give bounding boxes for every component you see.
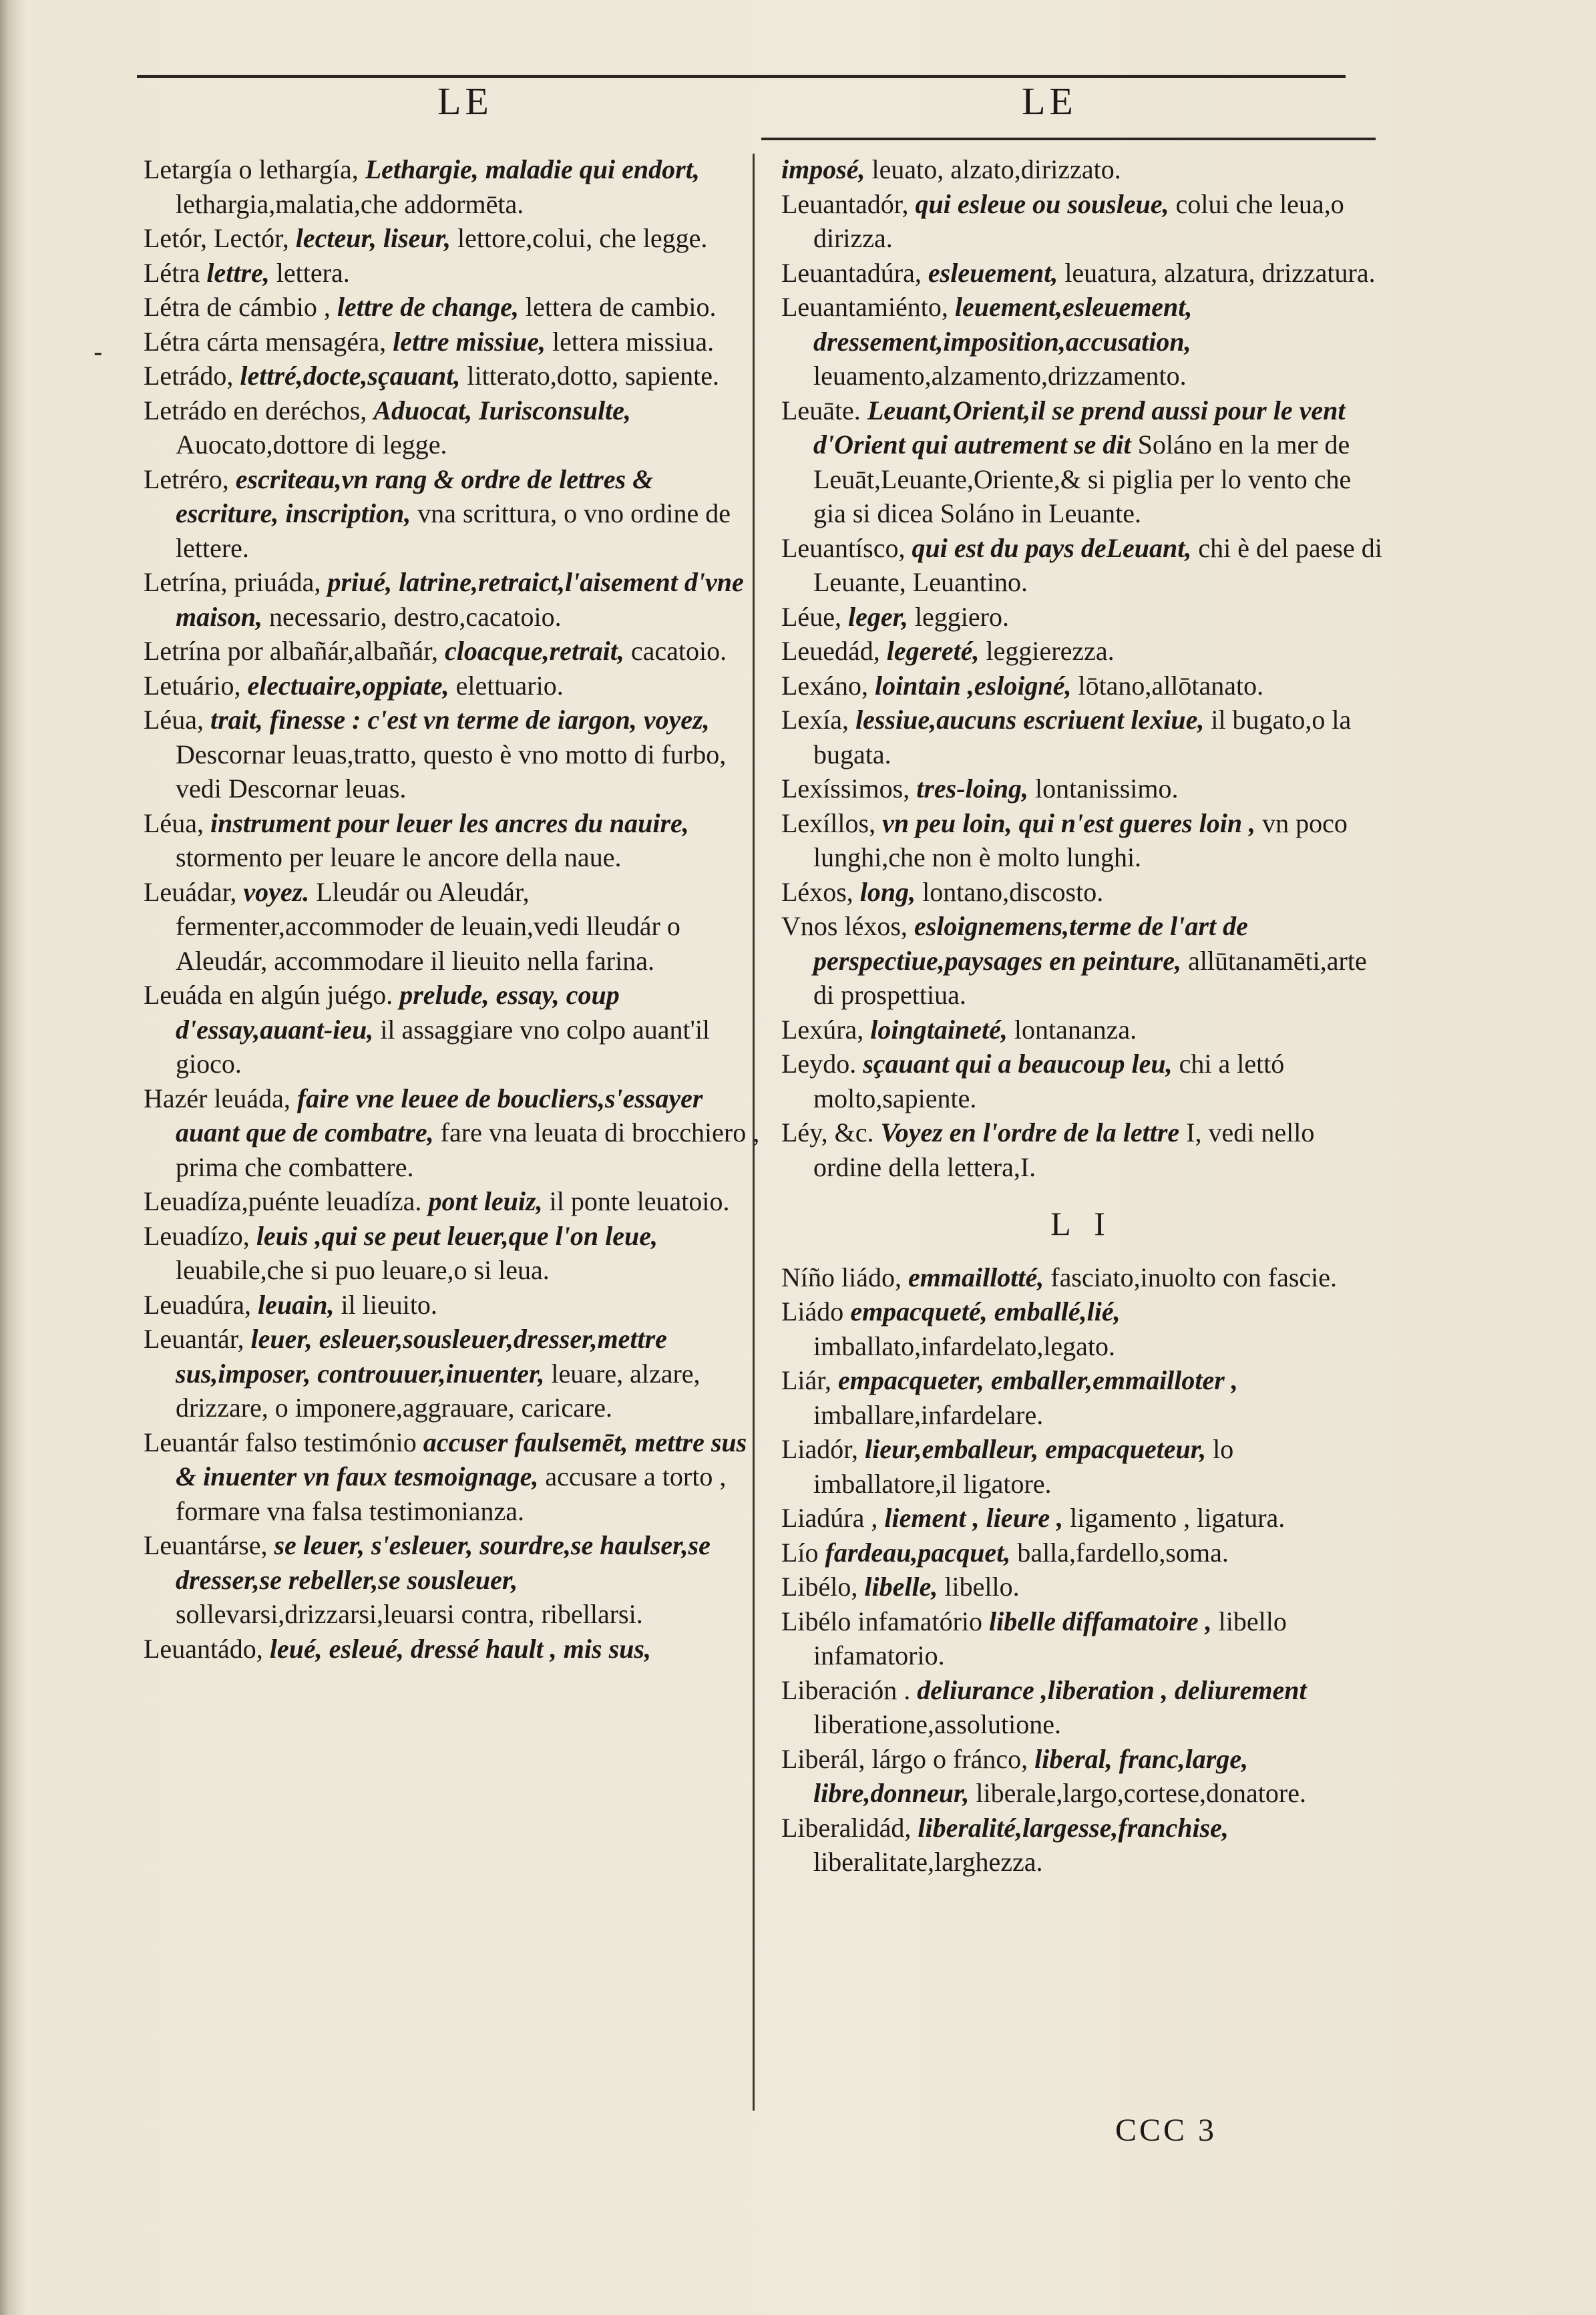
entry-french: empacqueté, emballé,lié, — [850, 1296, 1121, 1326]
entry-french: faire vne leuee de boucliers,s'essayer auant que de combatre, — [176, 1083, 703, 1147]
entry-italian: litterato,dotto, sapiente. — [467, 361, 720, 391]
entry-french: liement , lieure , — [884, 1503, 1064, 1533]
entry-italian: sollevarsi,drizzarsi,leuarsi contra, ribellarsi. — [176, 1599, 643, 1629]
entry-headword: Leuantísco, — [781, 532, 906, 563]
entry-italian: liberalitate,larghezza. — [813, 1847, 1043, 1877]
dictionary-entry — [781, 600, 1382, 635]
entry-headword: Leuantárse, — [144, 1530, 268, 1560]
entry-french: lecteur, liseur, — [295, 223, 451, 253]
entry-french: qui esleue ou sousleue, — [915, 188, 1169, 219]
dictionary-entry — [781, 875, 1382, 910]
entry-french: leuis ,qui se peut leuer,que l'on leue, — [256, 1220, 658, 1251]
entry-french: leuer, esleuer,sousleuer,dresser,mettre sus,imposer, controuuer,inuenter, — [176, 1324, 667, 1389]
dictionary-entry — [144, 290, 761, 325]
entry-italian: leuato, alzato,dirizzato. — [871, 154, 1121, 184]
entry-italian: il bugato,o la bugata. — [813, 705, 1352, 769]
dictionary-entry — [781, 909, 1382, 1013]
entry-french: Aduocat, Iurisconsulte, — [373, 395, 631, 425]
entry-italian: leuatura, alzatura, drizzatura. — [1064, 257, 1376, 288]
entry-headword: Lexíllos, — [781, 808, 876, 838]
dictionary-entry — [144, 1184, 761, 1219]
dictionary-entry — [781, 256, 1382, 291]
entry-italian: I, vedi nello ordine della lettera,I. — [813, 1117, 1315, 1182]
entry-italian: fare vna leuata di brocchiero , prima che combattere. — [176, 1117, 760, 1182]
entry-french: Lethargie, maladie qui endort, — [365, 154, 700, 184]
entry-headword: Léua, — [144, 705, 204, 735]
entry-headword: Libélo infamatório — [781, 1606, 983, 1636]
running-head-left: LE — [437, 79, 493, 123]
entry-headword: Letrádo, — [144, 361, 234, 391]
entry-italian: lontano,discosto. — [922, 876, 1104, 907]
entry-french: accuser faulsemēt, mettre sus & inuenter vn faux tesmoignage, — [176, 1427, 747, 1491]
entry-headword: Lexáno, — [781, 670, 868, 701]
dictionary-entry — [781, 1294, 1382, 1363]
entry-french: fardeau,pacquet, — [825, 1537, 1011, 1568]
entry-french: cloacque,retrait, — [445, 636, 624, 666]
dictionary-entry — [144, 875, 761, 978]
entry-italian: vn poco lunghi,che non è molto lunghi. — [813, 808, 1348, 872]
right-column-entries-li — [781, 1260, 1382, 1880]
dictionary-entry — [781, 669, 1382, 703]
entry-headword: Letór, Lectór, — [144, 223, 289, 253]
entry-italian: lettera de cambio. — [526, 292, 717, 322]
entry-italian: lōtano,allōtanato. — [1078, 670, 1264, 701]
dictionary-entry — [144, 256, 761, 291]
entry-french: long, — [859, 876, 916, 907]
entry-headword: Leuantadór, — [781, 188, 909, 219]
entry-italian: necessario, destro,cacatoio. — [269, 601, 562, 632]
entry-headword: Leuádar, — [144, 876, 237, 907]
entry-headword: Leuadúra, — [144, 1289, 252, 1320]
entry-headword: Léy, &c. — [781, 1117, 874, 1147]
entry-headword: Leuadíza,puénte leuadíza. — [144, 1186, 422, 1216]
dictionary-entry — [781, 1570, 1382, 1604]
entry-italian: leggiero. — [914, 601, 1009, 632]
entry-french: libelle diffamatoire , — [989, 1606, 1212, 1636]
entry-headword: Letréro, — [144, 464, 229, 494]
dictionary-entry — [781, 1673, 1382, 1742]
entry-french: pont leuiz, — [428, 1186, 543, 1216]
section-heading-li: L I — [1050, 1205, 1113, 1242]
dictionary-entry — [144, 978, 761, 1081]
dictionary-entry — [781, 806, 1382, 875]
entry-italian: lettera. — [276, 257, 350, 288]
entry-french: vn peu loin, qui n'est gueres loin , — [882, 808, 1256, 838]
entry-headword: Leuadízo, — [144, 1220, 250, 1251]
entry-french: instrument pour leuer les ancres du nauire, — [210, 808, 689, 838]
left-column — [144, 152, 761, 1666]
dictionary-entry — [144, 634, 761, 669]
entry-italian: allūtanamēti,arte di prospettiua. — [813, 945, 1367, 1010]
entry-headword: Liádo — [781, 1296, 844, 1326]
top-rule — [137, 75, 1346, 78]
entry-italian: libello. — [944, 1572, 1020, 1602]
entry-headword: Lexúra, — [781, 1014, 864, 1045]
entry-italian: Descornar leuas,tratto, questo è vno motto di furbo, vedi Descornar leuas. — [176, 739, 727, 804]
entry-italian: leuabile,che si puo leuare,o si leua. — [176, 1255, 550, 1285]
entry-french: tres-loing, — [916, 773, 1029, 804]
entry-italian: imballare,infardelare. — [813, 1399, 1044, 1430]
margin-mark: - — [93, 337, 103, 368]
entry-french: lettre de change, — [337, 292, 520, 322]
dictionary-entry — [781, 152, 1382, 187]
entry-french: lointain ,esloigné, — [874, 670, 1072, 701]
entry-french: Leuant,Orient,il se prend aussi pour le vent d'Orient qui autrement se dit — [813, 395, 1346, 460]
header-rule-right — [761, 138, 1376, 140]
entry-french: se leuer, s'esleuer, sourdre,se haulser,se dresser,se rebeller,se sousleuer, — [176, 1530, 711, 1595]
entry-headword: Libélo, — [781, 1572, 858, 1602]
entry-italian: leuare, alzare, drizzare, o imponere,aggrauare, caricare. — [176, 1358, 701, 1423]
entry-headword: Liár, — [781, 1365, 832, 1395]
entry-french: lettré,docte,sçauant, — [240, 361, 461, 391]
entry-italian: chi è del paese di Leuante, Leuantino. — [813, 532, 1382, 597]
right-column-entries-le — [781, 152, 1382, 1184]
entry-italian: imballato,infardelato,legato. — [813, 1330, 1116, 1361]
entry-french: lessiue,aucuns escriuent lexiue, — [855, 705, 1205, 735]
entry-french: lettre, — [206, 257, 270, 288]
entry-french: lettre missiue, — [393, 326, 546, 357]
dictionary-entry — [781, 1432, 1382, 1501]
dictionary-entry — [144, 669, 761, 703]
entry-french: qui est du pays deLeuant, — [912, 532, 1192, 563]
dictionary-entry — [781, 1501, 1382, 1536]
entry-headword: Léue, — [781, 601, 841, 632]
entry-italian: Soláno en la mer de Leuāt,Leuante,Oriente,& si piglia per lo vento che gia si dicea Soláno in Leuante. — [813, 429, 1352, 528]
entry-headword: Letrádo en deréchos, — [144, 395, 367, 425]
dictionary-entry — [144, 462, 761, 566]
entry-french: electuaire,oppiate, — [247, 670, 449, 701]
entry-headword: Leuantár, — [144, 1324, 244, 1354]
dictionary-entry — [781, 531, 1382, 600]
dictionary-entry — [144, 325, 761, 359]
entry-headword: Hazér leuáda, — [144, 1083, 290, 1113]
dictionary-entry — [781, 1742, 1382, 1811]
entry-italian: stormento per leuare le ancore della naue. — [176, 842, 622, 872]
entry-italian: Auocato,dottore di legge. — [176, 429, 447, 460]
entry-italian: libello infamatorio. — [813, 1606, 1287, 1670]
dictionary-entry — [144, 565, 761, 634]
entry-french: emmaillotté, — [908, 1262, 1044, 1292]
entry-italian: leuamento,alzamento,drizzamento. — [813, 361, 1187, 391]
entry-headword: Leuantádo, — [144, 1633, 263, 1664]
entry-french: legereté, — [886, 636, 980, 666]
entry-french: esleuement, — [928, 257, 1058, 288]
entry-french: imposé, — [781, 154, 865, 184]
dictionary-entry — [144, 1219, 761, 1288]
entry-italian: vna scrittura, o vno ordine de lettere. — [176, 498, 731, 563]
dictionary-entry — [781, 187, 1382, 256]
entry-french: sçauant qui a beaucoup leu, — [863, 1049, 1173, 1079]
entry-headword: Letrína, priuáda, — [144, 567, 321, 597]
entry-italian: il assaggiare vno colpo auant'il gioco. — [176, 1014, 711, 1079]
entry-italian: Lleudár ou Aleudár, fermenter,accommoder de leuain,vedi lleudár o Aleudár, accommodare il lieuito nella farina. — [176, 876, 680, 976]
dictionary-entry — [144, 1322, 761, 1425]
right-column — [781, 152, 1382, 1880]
dictionary-entry — [144, 1288, 761, 1322]
entry-italian: lontanissimo. — [1035, 773, 1179, 804]
entry-italian: accusare a torto , formare vna falsa testimonianza. — [176, 1461, 727, 1526]
entry-italian: liberale,largo,cortese,donatore. — [976, 1778, 1306, 1808]
dictionary-entry — [781, 1260, 1382, 1295]
entry-headword: Liberación . — [781, 1674, 911, 1705]
entry-headword: Letargía o lethargía, — [144, 154, 359, 184]
dictionary-entry — [144, 152, 761, 221]
entry-french: deliurance ,liberation , deliurement — [917, 1674, 1307, 1705]
entry-italian: il ponte leuatoio. — [549, 1186, 730, 1216]
entry-headword: Níño liádo, — [781, 1262, 902, 1292]
entry-headword: Liberalidád, — [781, 1812, 912, 1843]
entry-french: esloignemens,terme de l'art de perspectiue,paysages en peinture, — [813, 911, 1248, 976]
entry-headword: Leuedád, — [781, 636, 880, 666]
entry-headword: Leuáda en algún juégo. — [144, 980, 393, 1010]
entry-headword: Lexíssimos, — [781, 773, 910, 804]
entry-french: voyez. — [243, 876, 310, 907]
entry-headword: Létra cárta mensagéra, — [144, 326, 387, 357]
entry-headword: Leuantár falso testimónio — [144, 1427, 417, 1457]
running-head-right: LE — [1022, 79, 1077, 123]
entry-headword: Vnos léxos, — [781, 911, 908, 941]
entry-headword: Leuāte. — [781, 395, 861, 425]
entry-headword: Liadúra , — [781, 1503, 878, 1533]
entry-italian: leggierezza. — [986, 636, 1115, 666]
entry-french: libelle, — [864, 1572, 938, 1602]
dictionary-entry — [781, 290, 1382, 393]
entry-italian: lettore,colui, che legge. — [457, 223, 708, 253]
entry-italian: lo imballatore,il ligatore. — [813, 1434, 1234, 1499]
entry-headword: Lío — [781, 1537, 819, 1568]
entry-italian: chi a lettó molto,sapiente. — [813, 1049, 1285, 1113]
dictionary-entry — [781, 1604, 1382, 1673]
entry-headword: Liberál, lárgo o fránco, — [781, 1743, 1028, 1774]
entry-headword: Lexía, — [781, 705, 849, 735]
dictionary-entry — [781, 1363, 1382, 1432]
entry-french: priué, latrine,retraict,l'aisement d'vne maison, — [176, 567, 744, 632]
dictionary-entry — [781, 703, 1382, 771]
dictionary-entry — [144, 703, 761, 806]
entry-italian: lettera missiua. — [552, 326, 715, 357]
entry-headword: Letuário, — [144, 670, 241, 701]
dictionary-entry — [144, 393, 761, 462]
dictionary-entry — [781, 1811, 1382, 1880]
entry-headword: Leuantadúra, — [781, 257, 922, 288]
entry-french: Voyez en l'ordre de la lettre — [880, 1117, 1180, 1147]
entry-french: empacqueter, emballer,emmailloter , — [838, 1365, 1238, 1395]
dictionary-entry — [144, 359, 761, 393]
entry-italian: lontananza. — [1014, 1014, 1137, 1045]
entry-french: prelude, essay, coup d'essay,auant-ieu, — [176, 980, 620, 1045]
entry-italian: fasciato,inuolto con fascie. — [1050, 1262, 1338, 1292]
entry-french: leuement,esleuement, dressement,imposition,accusation, — [813, 292, 1193, 357]
entry-headword: Liadór, — [781, 1434, 859, 1464]
entry-headword: Létra — [144, 257, 200, 288]
entry-french: escriteau,vn rang & ordre de lettres & escriture, inscription, — [176, 464, 654, 528]
dictionary-entry — [781, 393, 1382, 531]
dictionary-entry — [781, 771, 1382, 806]
entry-headword: Léua, — [144, 808, 204, 838]
dictionary-entry — [781, 1536, 1382, 1570]
signature-mark: CCC 3 — [1115, 2113, 1217, 2148]
entry-french: liberal, franc,large, libre,donneur, — [813, 1743, 1249, 1808]
dictionary-entry — [144, 1081, 761, 1185]
dictionary-entry — [144, 1528, 761, 1632]
dictionary-entry — [144, 1425, 761, 1529]
entry-headword: Leuantamiénto, — [781, 292, 948, 322]
entry-headword: Leydo. — [781, 1049, 857, 1079]
entry-french: leger, — [847, 601, 908, 632]
entry-french: lieur,emballeur, empacqueteur, — [865, 1434, 1207, 1464]
entry-french: leué, esleué, dressé hault , mis sus, — [269, 1633, 651, 1664]
dictionary-entry — [781, 1047, 1382, 1115]
entry-headword: Letrína por albañár,albañár, — [144, 636, 438, 666]
entry-french: leuain, — [258, 1289, 335, 1320]
dictionary-entry — [144, 806, 761, 875]
dictionary-entry — [781, 634, 1382, 669]
entry-italian: il lieuito. — [341, 1289, 437, 1320]
entry-headword: Létra de cámbio , — [144, 292, 331, 322]
entry-headword: Léxos, — [781, 876, 853, 907]
entry-french: loingtaineté, — [870, 1014, 1008, 1045]
entry-italian: lethargia,malatia,che addormēta. — [176, 188, 524, 219]
dictionary-entry — [781, 1115, 1382, 1184]
entry-italian: ligamento , ligatura. — [1070, 1503, 1285, 1533]
entry-italian: liberatione,assolutione. — [813, 1709, 1062, 1739]
entry-italian: elettuario. — [455, 670, 564, 701]
entry-italian: cacatoio. — [630, 636, 727, 666]
entry-italian: balla,fardello,soma. — [1017, 1537, 1229, 1568]
entry-french: trait, finesse : c'est vn terme de iargon, voyez, — [210, 705, 710, 735]
entry-french: liberalité,largesse,franchise, — [918, 1812, 1229, 1843]
dictionary-entry — [144, 221, 761, 256]
dictionary-entry — [781, 1013, 1382, 1047]
dictionary-entry — [144, 1632, 761, 1666]
entry-italian: colui che leua,o dirizza. — [813, 188, 1344, 253]
